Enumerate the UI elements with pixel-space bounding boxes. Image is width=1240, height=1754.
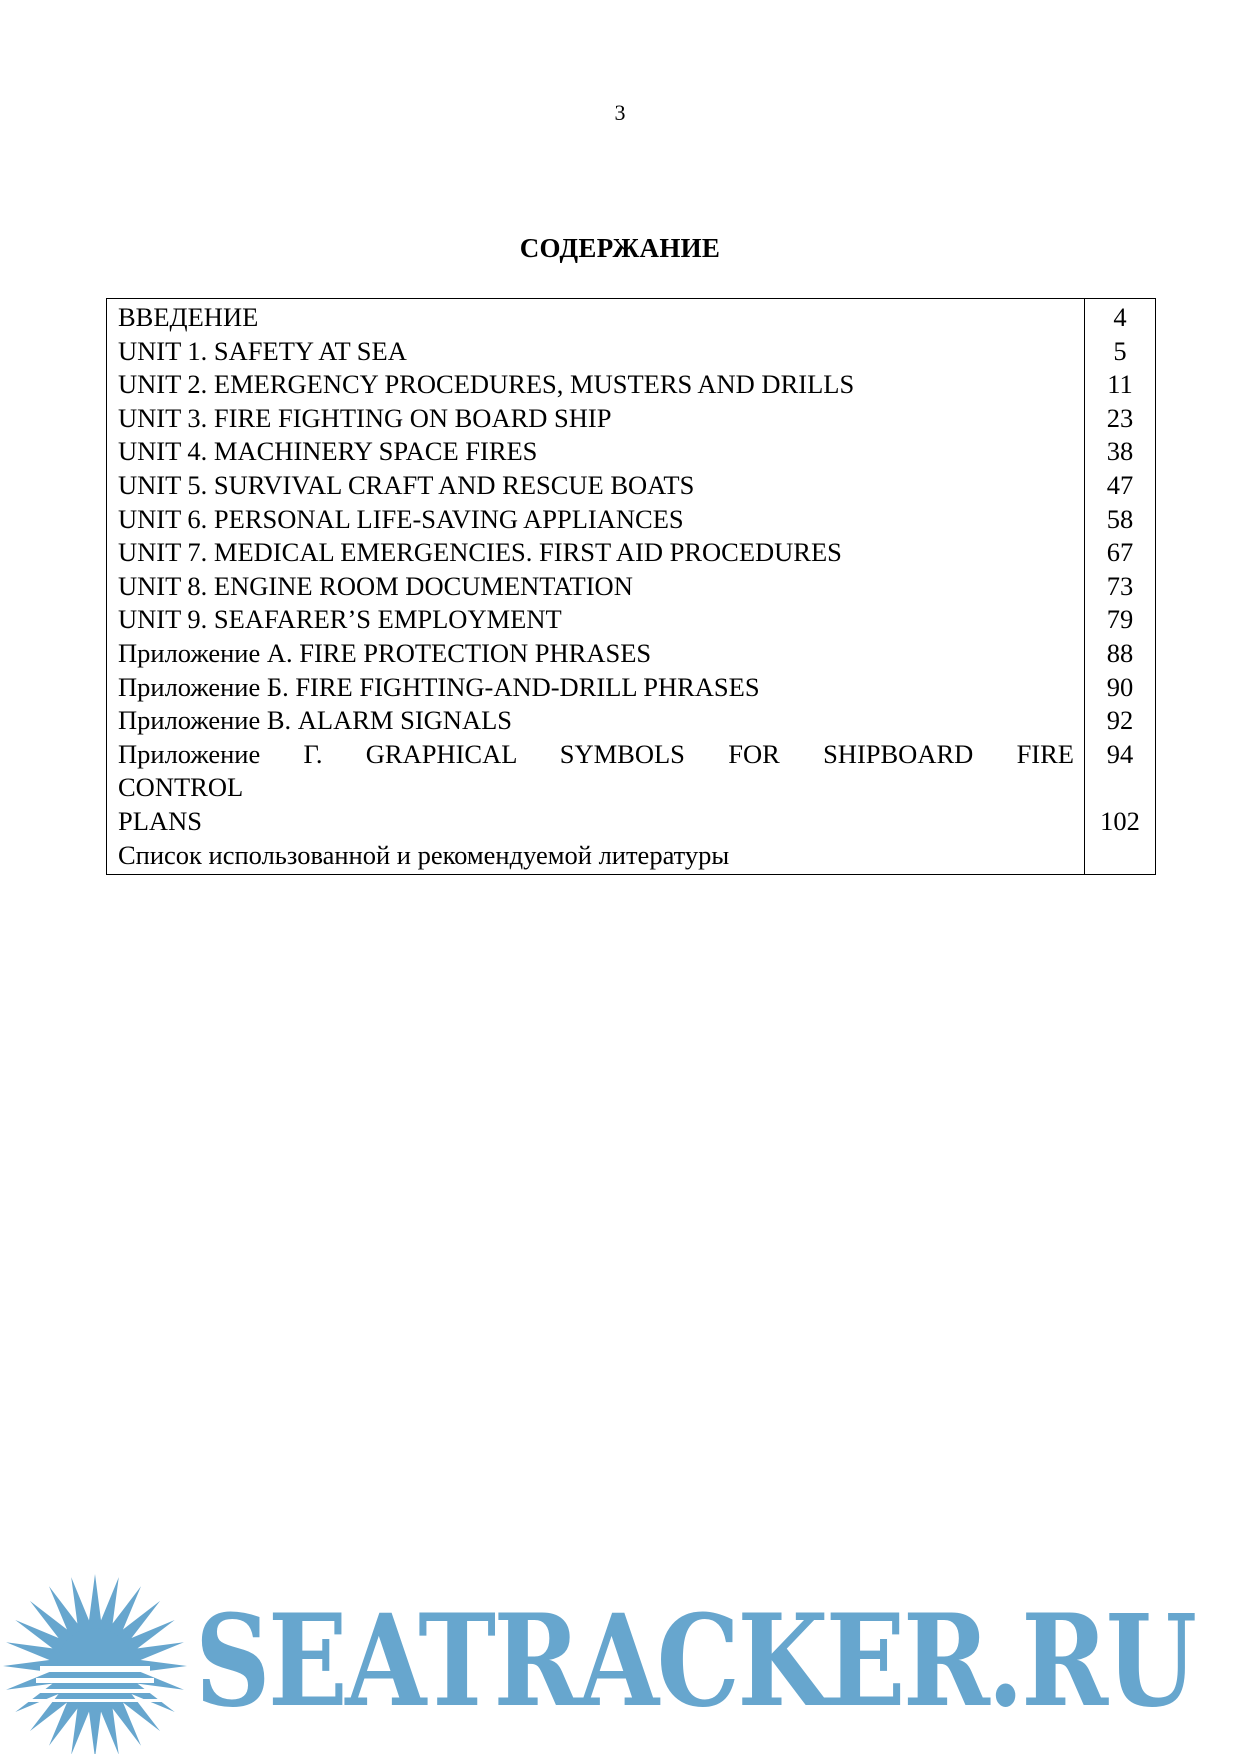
toc-entry-page: 47 [1106, 469, 1134, 500]
toc-entry-page: 58 [1106, 503, 1134, 534]
toc-entry-page [1085, 771, 1155, 805]
toc-entry-title: ВВЕДЕНИЕ [118, 302, 259, 332]
toc-entry-page: 4 [1113, 302, 1127, 332]
toc-entry-page: 73 [1106, 570, 1134, 601]
toc-entry-page: 90 [1106, 671, 1134, 702]
toc-entry-title: UNIT 3. FIRE FIGHTING ON BOARD SHIP [118, 402, 612, 433]
toc-entry-title: UNIT 9. SEAFARER’S EMPLOYMENT [118, 604, 562, 635]
toc-entry-page: 102 [1100, 805, 1140, 836]
toc-entry-page: 67 [1106, 537, 1134, 568]
toc-entry-title: Список использованной и рекомендуемой литературы [118, 839, 730, 870]
watermark-text: SEATRACKER.RU [195, 1587, 1195, 1735]
toc-entry-page: 11 [1107, 369, 1133, 400]
toc-entry-title: UNIT 5. SURVIVAL CRAFT AND RESCUE BOATS [118, 469, 695, 500]
toc-entry-title: Приложение Б. FIRE FIGHTING-AND-DRILL PHRASES [118, 671, 760, 702]
toc-entry-title: Приложение А. FIRE PROTECTION PHRASES [118, 637, 652, 668]
toc-entry-title: Приложение Г. GRAPHICAL SYMBOLS FOR SHIPBOARD FIRE [118, 738, 1074, 769]
toc-heading: СОДЕРЖАНИЕ [519, 233, 721, 263]
toc-entry-title: UNIT 2. EMERGENCY PROCEDURES, MUSTERS AND DRILLS [118, 369, 855, 400]
toc-entry-page: 92 [1106, 705, 1134, 736]
toc-entry-page: 23 [1106, 402, 1134, 433]
toc-entry-page [1085, 839, 1155, 873]
toc-entry-page: 94 [1106, 738, 1134, 769]
toc-entry-title: UNIT 8. ENGINE ROOM DOCUMENTATION [118, 570, 633, 601]
toc-entry-page: 38 [1106, 436, 1134, 467]
toc-titles-column [107, 299, 1085, 874]
toc-entry-title: UNIT 4. MACHINERY SPACE FIRES [118, 436, 538, 467]
toc-entry-page: 5 [1113, 335, 1127, 366]
toc-entry-title: UNIT 7. MEDICAL EMERGENCIES. FIRST AID PROCEDURES [118, 537, 842, 568]
toc-entry-title: Приложение В. ALARM SIGNALS [118, 705, 513, 736]
toc-entry-title: UNIT 1. SAFETY AT SEA [118, 335, 407, 366]
page-number: 3 [614, 100, 626, 125]
toc-table [106, 298, 1156, 875]
toc-entry-title: CONTROL [118, 772, 244, 803]
toc-entry-title: PLANS [118, 805, 202, 836]
toc-entry-page: 88 [1106, 637, 1134, 668]
sun-icon [3, 1574, 187, 1754]
toc-entry-page: 79 [1106, 604, 1134, 635]
toc-entry-title: UNIT 6. PERSONAL LIFE-SAVING APPLIANCES [118, 503, 684, 534]
toc-pages-column [1085, 299, 1155, 874]
